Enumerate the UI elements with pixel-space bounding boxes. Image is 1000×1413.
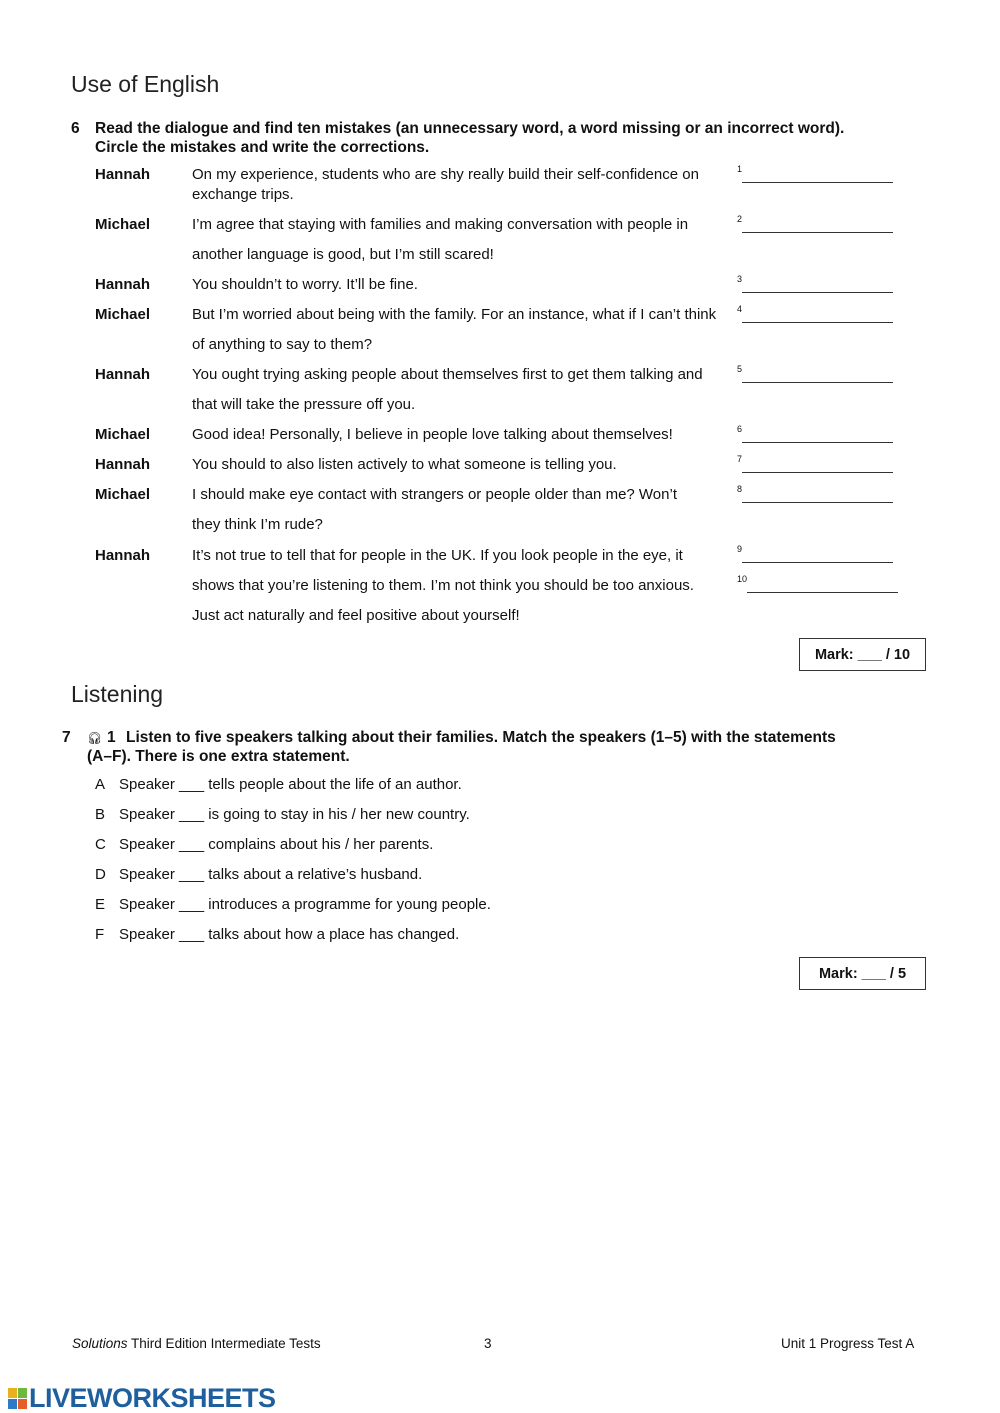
statement-text: Speaker ___ tells people about the life of an author. <box>119 776 462 793</box>
dialogue-line: But I’m worried about being with the family. For an instance, what if I can’t think <box>192 306 717 323</box>
answer-number: 5 <box>737 364 743 374</box>
headphones-icon: 🎧︎ <box>87 731 103 745</box>
statement-letter: A <box>95 776 106 793</box>
statement-item <box>95 806 470 823</box>
exercise-7-instruction-2: (A–F). There is one extra statement. <box>87 748 350 765</box>
statement-item <box>95 776 462 793</box>
dialogue-line: Just act naturally and feel positive about yourself! <box>192 607 520 624</box>
exercise-7-number: 7 <box>62 729 71 746</box>
answer-blank[interactable] <box>742 562 893 563</box>
mark-box-5: Mark: ___ / 5 <box>799 957 926 990</box>
statement-text: Speaker ___ talks about a relative’s husband. <box>119 866 423 883</box>
dialogue-line: You shouldn’t to worry. It’ll be fine. <box>192 276 418 293</box>
answer-blank[interactable] <box>742 502 893 503</box>
statement-letter: D <box>95 866 106 883</box>
dialogue-line: of anything to say to them? <box>192 336 373 353</box>
section-title-listening: Listening <box>71 681 164 707</box>
speaker-name: Michael <box>95 426 151 443</box>
speaker-name: Michael <box>95 216 151 233</box>
dialogue-line: that will take the pressure off you. <box>192 396 416 413</box>
statement-text: Speaker ___ is going to stay in his / her new country. <box>119 806 470 823</box>
exercise-6-instruction: Read the dialogue and find ten mistakes (an unnecessary word, a word missing or an incorrect word). Circle the mistakes and write the corrections. <box>95 120 845 156</box>
answer-number: 10 <box>737 574 748 584</box>
dialogue-line: I’m agree that staying with families and making conversation with people in <box>192 216 689 233</box>
dialogue-line: Good idea! Personally, I believe in people love talking about themselves! <box>192 426 673 443</box>
statement-letter: C <box>95 836 106 853</box>
answer-blank[interactable] <box>747 592 898 593</box>
dialogue-line: On my experience, students who are shy really build their self-confidence on <box>192 166 699 183</box>
logo-blocks-icon <box>8 1388 27 1409</box>
section-title-use-of-english: Use of English <box>71 71 220 97</box>
speaker-name: Hannah <box>95 547 151 564</box>
exercise-6-number: 6 <box>71 120 80 137</box>
speaker-name: Michael <box>95 486 151 503</box>
dialogue-line: another language is good, but I’m still scared! <box>192 246 494 263</box>
dialogue-line: exchange trips. <box>192 186 294 203</box>
answer-number: 3 <box>737 274 743 284</box>
answer-number: 2 <box>737 214 743 224</box>
dialogue-line: You should to also listen actively to what someone is telling you. <box>192 456 617 473</box>
footer-book-title: Solutions Third Edition Intermediate Tests <box>72 1336 321 1351</box>
answer-number: 6 <box>737 424 743 434</box>
statement-text: Speaker ___ talks about how a place has changed. <box>119 926 460 943</box>
speaker-name: Hannah <box>95 456 151 473</box>
statement-item <box>95 896 491 913</box>
dialogue-line: they think I’m rude? <box>192 516 323 533</box>
answer-number: 8 <box>737 484 743 494</box>
speaker-name: Michael <box>95 306 151 323</box>
answer-blank[interactable] <box>742 382 893 383</box>
mark-box-10: Mark: ___ / 10 <box>799 638 926 671</box>
answer-number: 4 <box>737 304 743 314</box>
statement-item <box>95 926 459 943</box>
answer-blank[interactable] <box>742 322 893 323</box>
statement-letter: E <box>95 896 106 913</box>
answer-blank[interactable] <box>742 232 893 233</box>
answer-blank[interactable] <box>742 292 893 293</box>
dialogue-line: You ought trying asking people about themselves first to get them talking and <box>192 366 703 383</box>
answer-blank[interactable] <box>742 442 893 443</box>
statement-text: Speaker ___ complains about his / her parents. <box>119 836 434 853</box>
dialogue-line: It’s not true to tell that for people in the UK. If you look people in the eye, it <box>192 547 683 564</box>
statement-text: Speaker ___ introduces a programme for young people. <box>119 896 491 913</box>
footer-page-number: 3 <box>484 1336 492 1351</box>
speaker-name: Hannah <box>95 166 151 183</box>
speaker-name: Hannah <box>95 366 151 383</box>
dialogue-line: I should make eye contact with strangers or people older than me? Won’t <box>192 486 677 503</box>
answer-number: 1 <box>737 164 743 174</box>
answer-number: 7 <box>737 454 743 464</box>
answer-blank[interactable] <box>742 472 893 473</box>
answer-blank[interactable] <box>742 182 893 183</box>
statement-item <box>95 836 433 853</box>
answer-number: 9 <box>737 544 743 554</box>
statement-item <box>95 866 422 883</box>
dialogue-line: shows that you’re listening to them. I’m not think you should be too anxious. <box>192 577 694 594</box>
exercise-7-instruction: Listen to five speakers talking about their families. Match the speakers (1–5) with the statements <box>126 729 836 746</box>
footer-test-name: Unit 1 Progress Test A <box>781 1336 915 1351</box>
speaker-name: Hannah <box>95 276 151 293</box>
statement-letter: B <box>95 806 106 823</box>
statement-letter: F <box>95 926 105 943</box>
liveworksheets-logo: LIVEWORKSHEETS <box>8 1383 276 1413</box>
track-number: 1 <box>107 729 116 746</box>
